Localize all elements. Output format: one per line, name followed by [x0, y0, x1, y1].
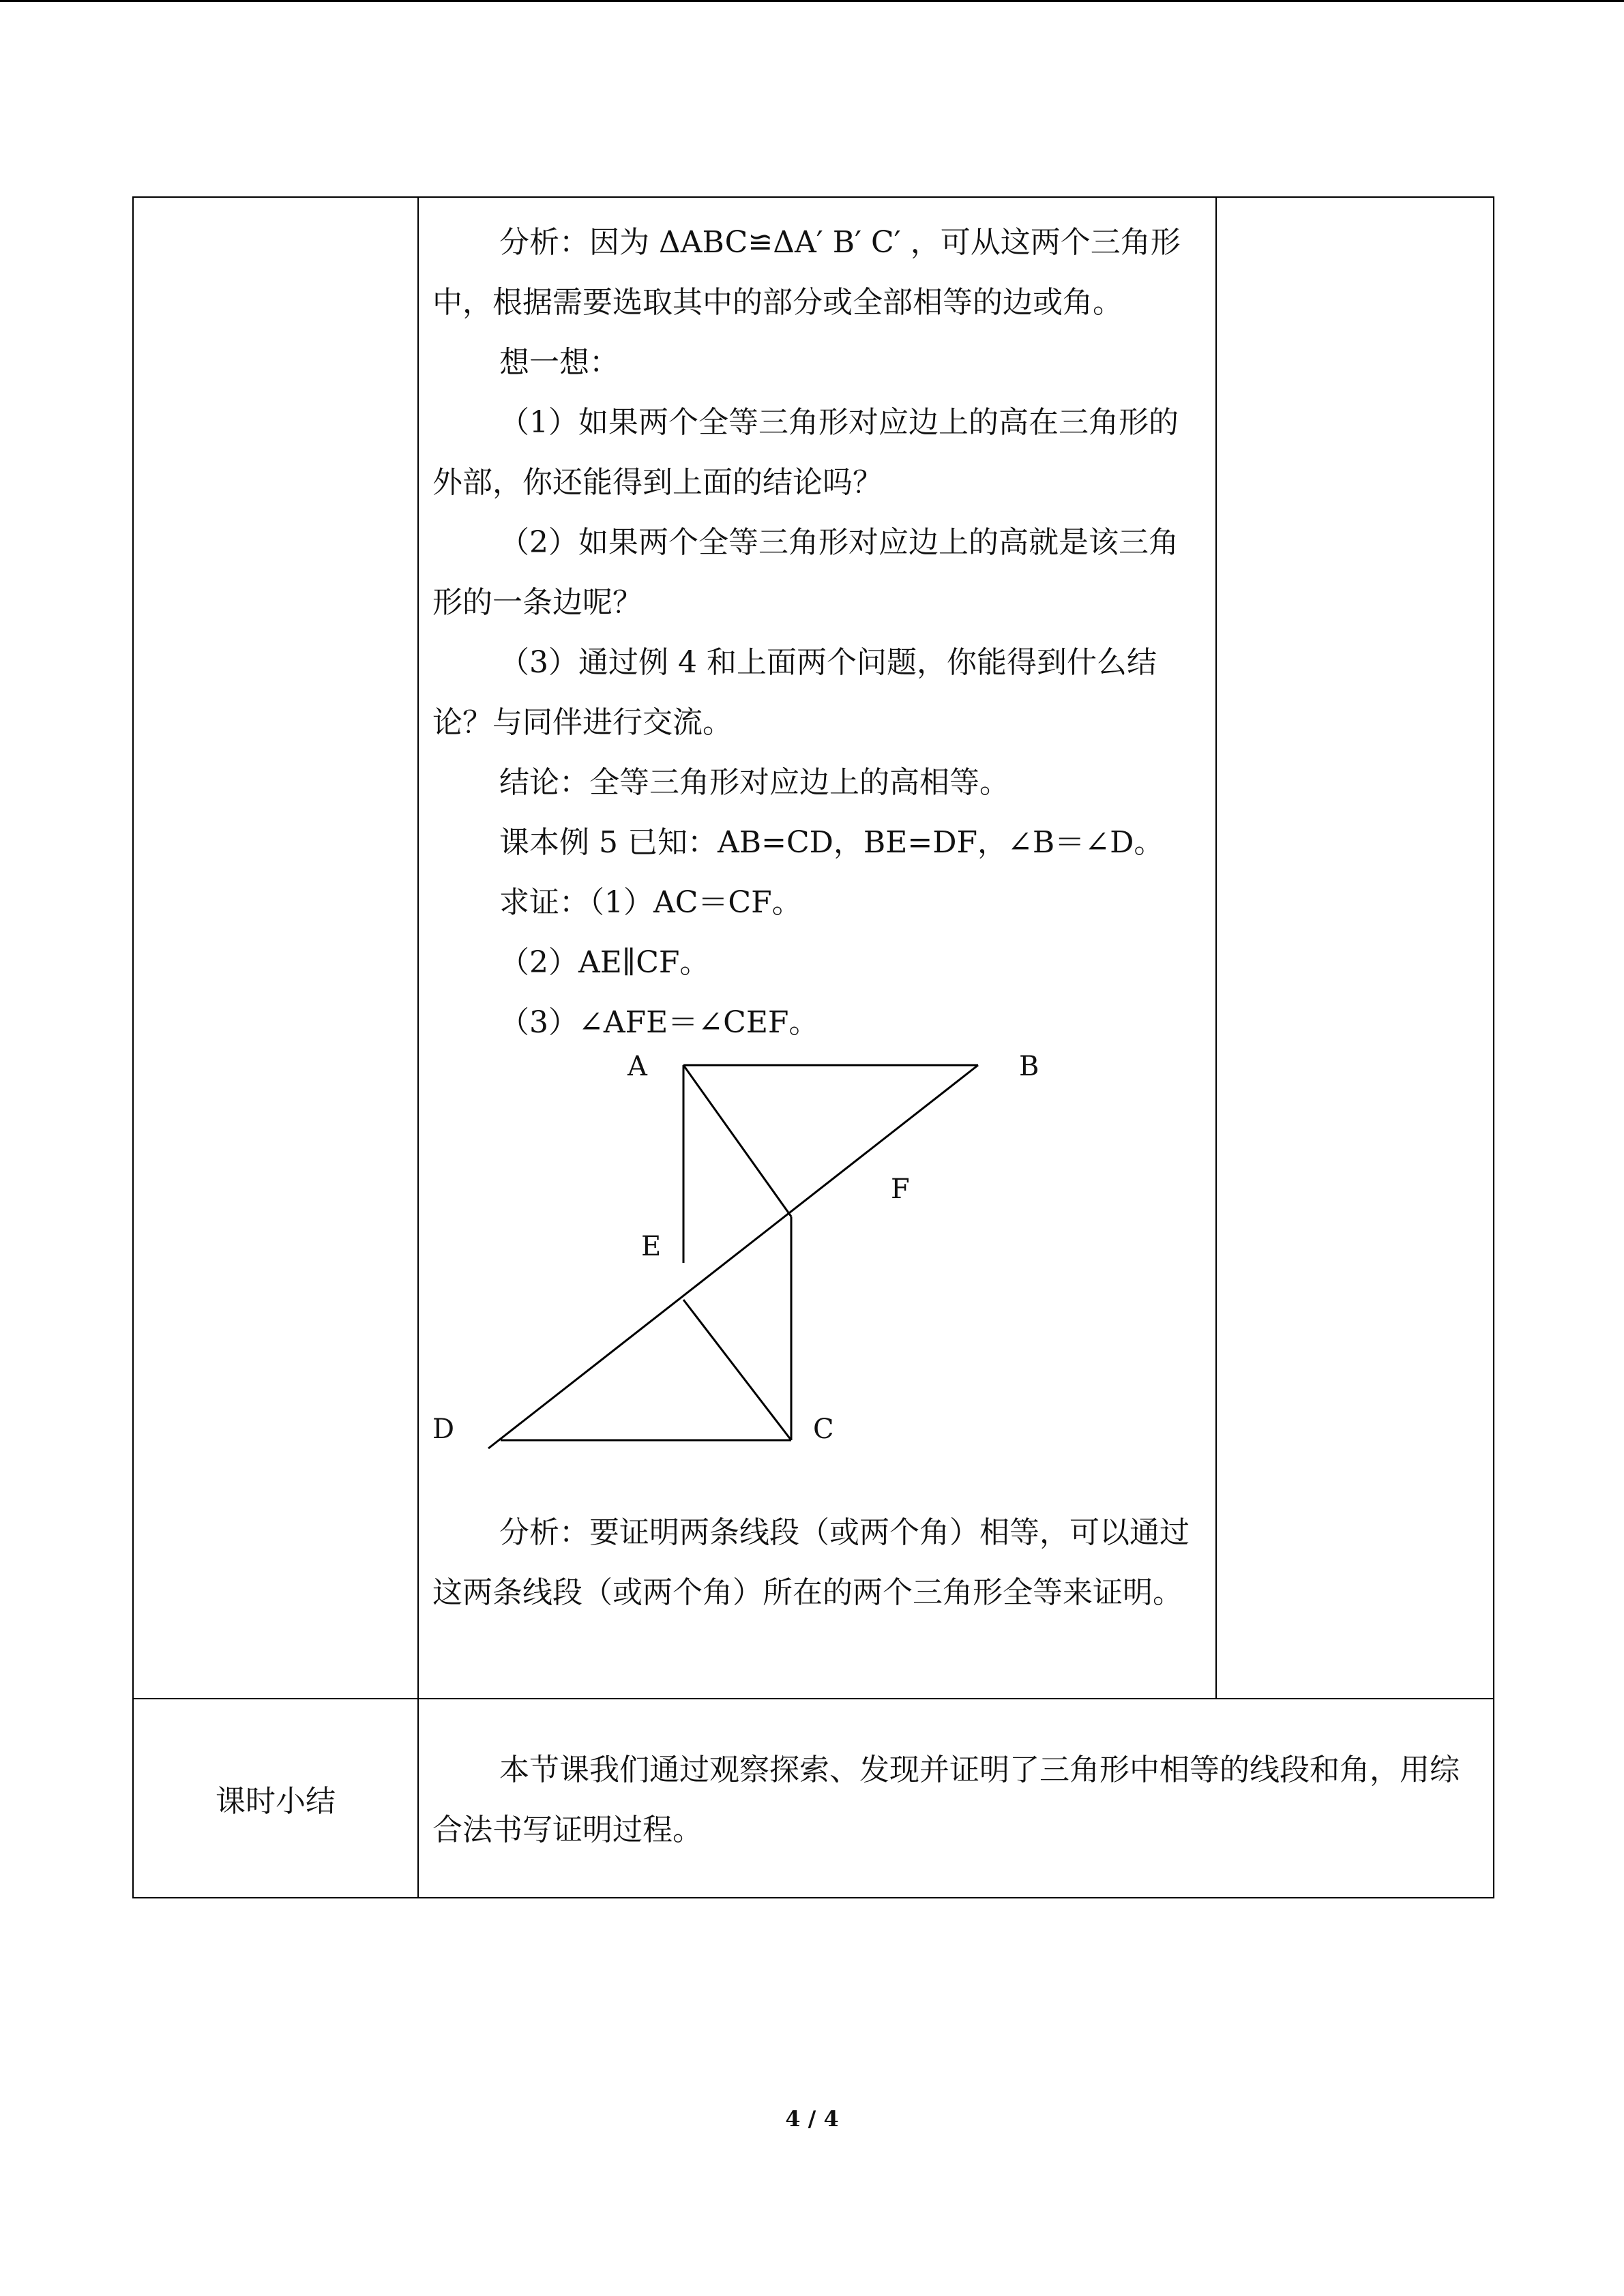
- prove-3: （3）∠AFE＝∠CEF。: [499, 1005, 819, 1040]
- page-number: 4 / 4: [785, 2106, 839, 2132]
- table-row-summary: [133, 1699, 1494, 1898]
- question-3: （3）通过例 4 和上面两个问题，你能得到什么结论？与同伴进行交流。: [432, 645, 1157, 740]
- prove-1: 求证：（1）AC＝CF。: [499, 885, 802, 920]
- point-label-d: D: [432, 1414, 455, 1445]
- point-label-a: A: [628, 1051, 647, 1082]
- point-label-f: F: [891, 1174, 910, 1205]
- content-cell: [418, 197, 1216, 1699]
- summary-cell: [418, 1699, 1494, 1898]
- geometry-figure: [432, 1053, 1203, 1503]
- point-label-c: C: [813, 1414, 834, 1445]
- conclusion: 结论：全等三角形对应边上的高相等。: [499, 765, 1009, 800]
- point-label-b: B: [1019, 1051, 1039, 1082]
- think-heading: 想一想：: [499, 345, 619, 380]
- table-row-content: [133, 197, 1494, 1699]
- empty-label-cell: [133, 197, 418, 1699]
- point-label-e: E: [641, 1231, 662, 1262]
- segment-ec: [683, 1300, 791, 1440]
- summary-label: 课时小结: [133, 1699, 418, 1898]
- analysis-paragraph-2: 分析：要证明两条线段（或两个角）相等，可以通过这两条线段（或两个角）所在的两个三角形全等来证明。: [432, 1515, 1190, 1610]
- question-2: （2）如果两个全等三角形对应边上的高就是该三角形的一条边呢？: [432, 525, 1179, 620]
- example-5: 课本例 5 已知：AB=CD，BE=DF，∠B＝∠D。: [499, 825, 1164, 860]
- segment-af: [683, 1065, 791, 1217]
- empty-notes-cell: [1216, 197, 1494, 1699]
- prove-2: （2）AE∥CF。: [499, 945, 710, 980]
- analysis-paragraph-1: 分析：因为 ΔABC≌ΔA′ B′ C′ ，可从这两个三角形中，根据需要选取其中的部分或全部相等的边或角。: [432, 225, 1181, 320]
- segment-bd: [488, 1065, 978, 1448]
- lesson-table: [132, 196, 1494, 1898]
- top-rule: [0, 0, 1624, 2]
- summary-text: 本节课我们通过观察探索、发现并证明了三角形中相等的线段和角，用综合法书写证明过程。: [432, 1753, 1460, 1847]
- question-1: （1）如果两个全等三角形对应边上的高在三角形的外部，你还能得到上面的结论吗？: [432, 405, 1179, 500]
